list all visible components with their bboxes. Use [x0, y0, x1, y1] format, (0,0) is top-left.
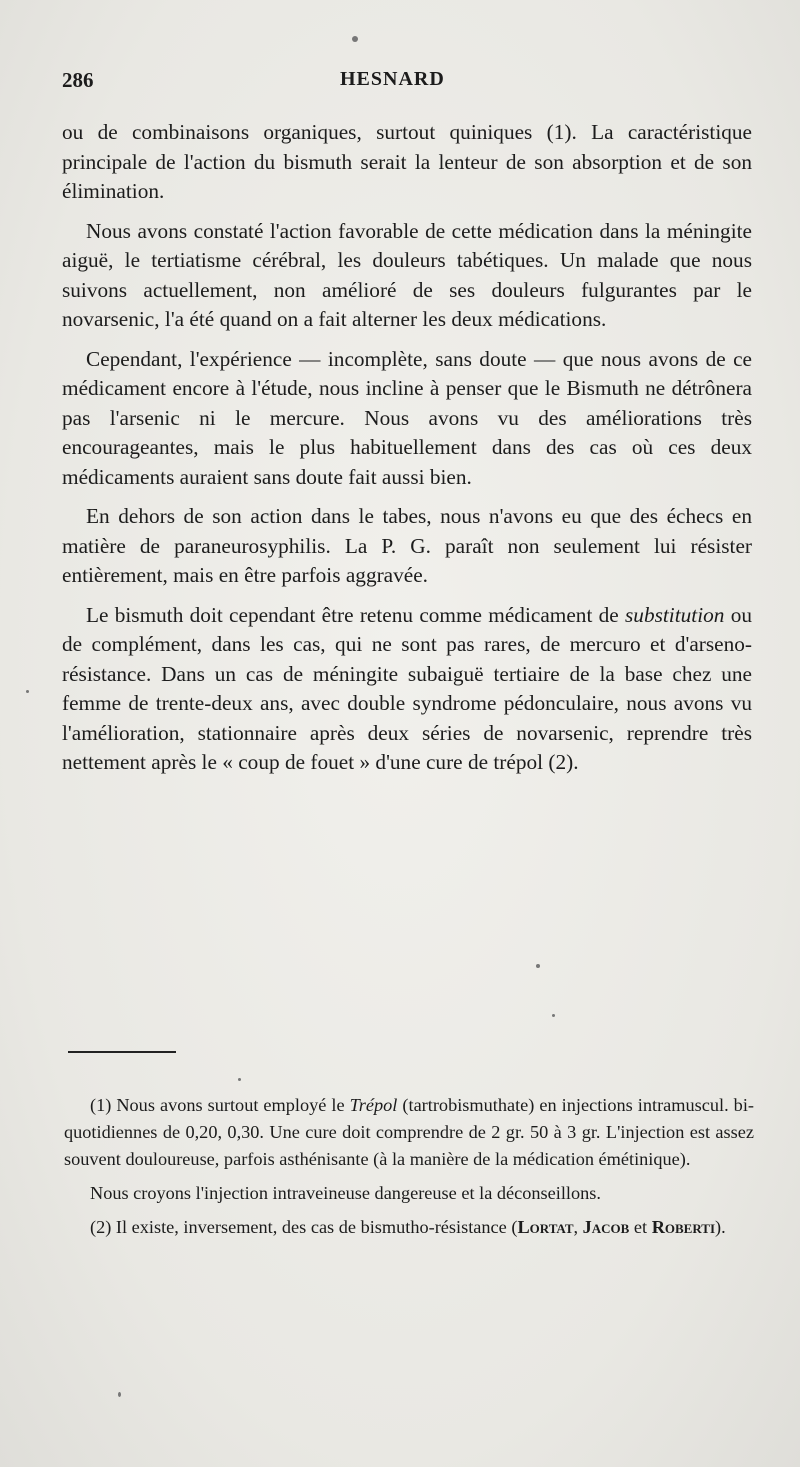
author-jacob: Jacob: [582, 1217, 630, 1237]
page-number: 286: [62, 68, 94, 92]
paragraph-5: [62, 601, 752, 778]
paragraph-5-text: Le bismuth doit cependant être retenu comme médicament de: [86, 602, 626, 627]
paragraph-5-text-end: ou de complément, dans les cas, qui ne sont pas rares, de mercuro et d'arseno-résistance. Dans un cas de méningite subaiguë tertiaire de la base chez une femme de trente-deux ans, avec double syndrome pédonculaire, nous avons vu l'amélioration, stationnaire après deux séries de novarsenic, reprendre très nettement après le « coup de fouet » d'une cure de trépol (2).: [62, 602, 752, 774]
separator-comma: ,: [573, 1217, 583, 1237]
author-roberti: Roberti: [651, 1217, 716, 1237]
footnote-1-text: (1) Nous avons surtout employé le: [90, 1095, 350, 1115]
footnote-2-text-end: ).: [715, 1217, 726, 1237]
emphasis-trepol: Trépol: [349, 1095, 398, 1115]
paragraph-4: En dehors de son action dans le tabes, nous n'avons eu que des échecs en matière de paraneurosyphilis. La P. G. paraît non seulement lui résister entièrement, mais en être parfois aggravée.: [62, 504, 752, 587]
paragraph-3: Cependant, l'expérience — incomplète, sans doute — que nous avons de ce médicament encore à l'étude, nous incline à penser que le Bismuth ne détrônera pas l'arsenic ni le mercure. Nous avons vu des améliorations très encourageantes, mais le plus habituellement dans des cas où ces deux médicaments auraient sans doute fait aussi bien.: [62, 346, 752, 489]
footnote-2-text: (2) Il existe, inversement, des cas de bismutho-résistance (: [90, 1217, 518, 1237]
footnote-1-text-end: (tartrobismuthate) en injections intramuscul. bi-quotidiennes de 0,20, 0,30. Une cure doit comprendre de 2 gr. 50 à 3 gr. L'injection est assez souvent douloureuse, parfois asthénisante (à la manière de la médication émétinique).: [64, 1095, 754, 1169]
footnote-separator: [68, 1051, 176, 1053]
footnote-2: [64, 1214, 754, 1241]
paragraph-1: ou de combinaisons organiques, surtout quiniques (1). La caractéristique principale de l'action du bismuth serait la lenteur de son absorption et de son élimination.: [62, 120, 752, 203]
emphasis-substitution: substitution: [625, 602, 725, 627]
footnote-1: [64, 1092, 754, 1173]
paragraph-2: Nous avons constaté l'action favorable de cette médication dans la méningite aiguë, le tertiatisme cérébral, les douleurs tabétiques. Un malade que nous suivons actuellement, non amélioré de ses douleurs fulgurantes par le novarsenic, l'a été quand on a fait alterner les deux médications.: [62, 218, 752, 331]
separator-et: et: [629, 1217, 652, 1237]
footnotes: [64, 1092, 754, 1248]
page-header: [62, 68, 752, 98]
main-text: [62, 118, 752, 788]
footnote-1-continued: Nous croyons l'injection intraveineuse dangereuse et la déconseillons.: [90, 1183, 601, 1203]
author-lortat: Lortat: [517, 1217, 574, 1237]
running-head: HESNARD: [340, 68, 445, 90]
